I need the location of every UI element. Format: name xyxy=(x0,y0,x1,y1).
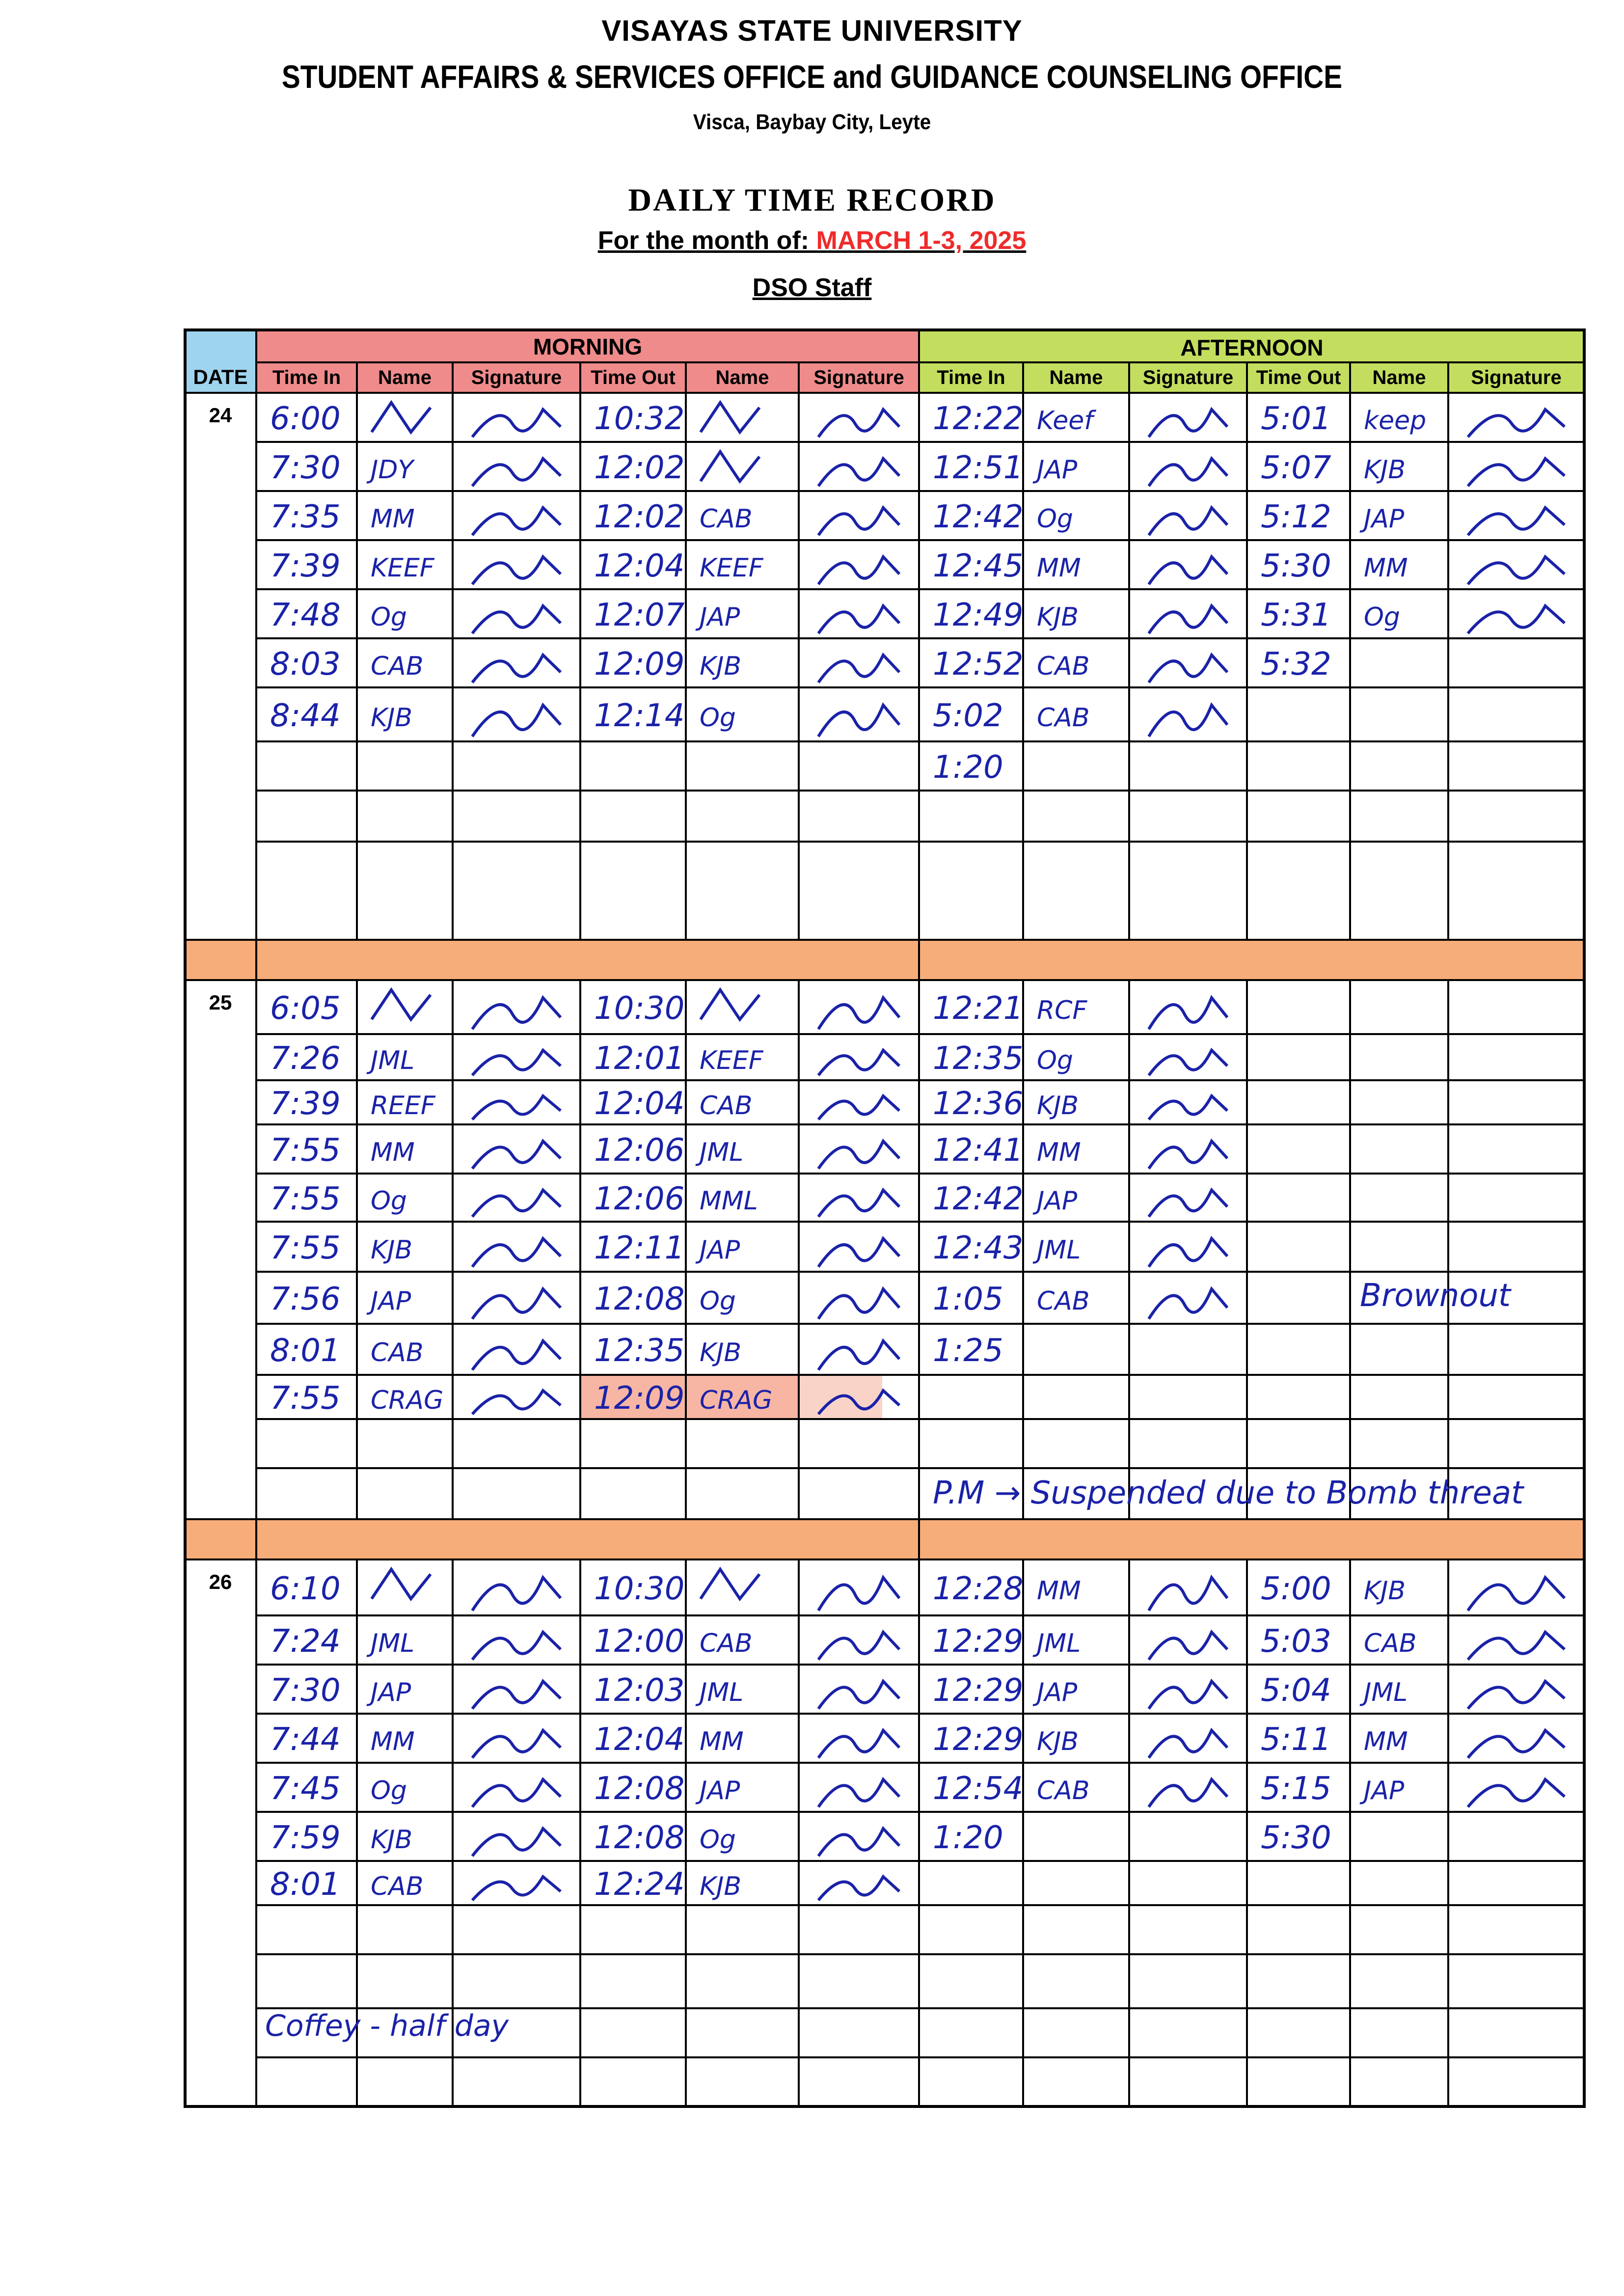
initials-scribble xyxy=(701,403,759,432)
name-cell: KJB xyxy=(371,703,413,733)
name-cell: JAP xyxy=(371,1286,411,1316)
signature-scribble xyxy=(472,998,561,1029)
signature-scribble xyxy=(472,1289,561,1319)
time-cell: 6:10 xyxy=(270,1571,341,1607)
name-cell: JAP xyxy=(700,1776,740,1805)
name-cell: Keef xyxy=(1037,406,1093,436)
signature-scribble xyxy=(1468,1578,1565,1611)
signature-scribble xyxy=(1149,557,1227,584)
signature-scribble xyxy=(1149,1238,1227,1267)
signature-scribble xyxy=(818,1190,899,1217)
time-cell: 12:42 xyxy=(933,1181,1024,1217)
time-cell: 12:43 xyxy=(933,1230,1024,1266)
time-cell: 7:39 xyxy=(270,1086,341,1122)
signature-scribble xyxy=(1149,606,1227,633)
time-cell: 6:05 xyxy=(270,990,341,1027)
signature-scribble xyxy=(472,1632,561,1660)
name-cell: JML xyxy=(1037,1235,1081,1265)
date-cell: 26 xyxy=(209,1570,232,1593)
signature-scribble xyxy=(1149,1578,1227,1611)
time-cell: 7:24 xyxy=(270,1623,341,1660)
time-cell: 12:35 xyxy=(933,1040,1024,1077)
handwritten-note: Coffey - half day xyxy=(265,2009,509,2043)
name-cell: KJB xyxy=(1037,1727,1079,1756)
time-cell: 12:29 xyxy=(933,1623,1024,1660)
signature-scribble xyxy=(1149,459,1227,486)
time-cell: 7:56 xyxy=(270,1281,341,1317)
section-separator xyxy=(185,1519,1584,1559)
signature-scribble xyxy=(472,1877,561,1900)
signature-scribble xyxy=(1468,1730,1565,1758)
signature-scribble xyxy=(1149,1190,1227,1217)
name-cell: Og xyxy=(371,1186,407,1216)
time-cell: 5:12 xyxy=(1261,499,1331,535)
time-cell: 12:54 xyxy=(933,1771,1024,1807)
column-header: Time In xyxy=(937,367,1005,388)
signature-scribble xyxy=(1149,1779,1227,1807)
name-cell: JML xyxy=(371,1629,415,1658)
signature-scribble xyxy=(1468,410,1565,437)
signature-scribble xyxy=(472,1190,561,1217)
name-cell: JML xyxy=(1364,1678,1408,1707)
signature-scribble xyxy=(818,1632,899,1660)
name-cell: KEEF xyxy=(371,553,434,583)
name-cell: JAP xyxy=(371,1678,411,1707)
time-cell: 12:01 xyxy=(594,1040,685,1077)
time-cell: 10:32 xyxy=(594,401,685,437)
name-cell: CAB xyxy=(1037,1776,1090,1805)
signature-scribble xyxy=(1468,606,1565,633)
signature-scribble xyxy=(818,508,899,535)
morning-group-header: MORNING xyxy=(533,334,643,359)
time-cell: 12:09 xyxy=(594,1380,685,1417)
column-header: Name xyxy=(378,367,432,388)
signature-scribble xyxy=(818,1096,899,1120)
name-cell: JAP xyxy=(700,1235,740,1265)
date-cell: 25 xyxy=(209,991,232,1014)
name-cell: JAP xyxy=(1037,1678,1078,1707)
name-cell: MM xyxy=(371,1138,415,1167)
date-cell: 24 xyxy=(209,404,232,427)
name-cell: Og xyxy=(1364,602,1400,632)
time-cell: 5:00 xyxy=(1261,1571,1331,1607)
time-cell: 12:29 xyxy=(933,1672,1024,1709)
time-cell: 5:30 xyxy=(1261,1820,1331,1856)
name-cell: JAP xyxy=(1364,504,1405,534)
name-cell: MM xyxy=(1037,1576,1081,1606)
signature-scribble xyxy=(1149,1730,1227,1758)
time-cell: 7:44 xyxy=(270,1722,341,1758)
time-cell: 7:35 xyxy=(270,499,341,535)
signature-scribble xyxy=(472,1141,561,1169)
time-cell: 12:35 xyxy=(594,1333,685,1369)
signature-scribble xyxy=(472,557,561,584)
time-cell: 12:51 xyxy=(933,450,1024,486)
name-cell: JAP xyxy=(1037,1186,1078,1216)
initials-scribble xyxy=(372,1569,431,1599)
signature-scribble xyxy=(472,1578,561,1611)
signature-scribble xyxy=(1149,1141,1227,1169)
time-cell: 12:22 xyxy=(933,401,1024,437)
time-cell: 12:06 xyxy=(594,1181,685,1217)
name-cell: JAP xyxy=(1037,455,1078,485)
time-cell: 5:31 xyxy=(1261,597,1331,633)
signature-scribble xyxy=(1149,1096,1227,1120)
signature-scribble xyxy=(1468,557,1565,584)
time-cell: 12:08 xyxy=(594,1820,685,1856)
signature-scribble xyxy=(818,1829,899,1856)
time-cell: 12:09 xyxy=(594,646,685,683)
time-cell: 12:45 xyxy=(933,548,1024,584)
name-cell: KJB xyxy=(1037,1091,1079,1121)
time-cell: 12:36 xyxy=(933,1086,1024,1122)
time-cell: 7:59 xyxy=(270,1820,341,1856)
time-cell: 12:41 xyxy=(933,1132,1024,1169)
name-cell: MML xyxy=(700,1186,758,1216)
name-cell: KEEF xyxy=(700,553,763,583)
name-cell: KJB xyxy=(700,1872,742,1901)
time-cell: 8:01 xyxy=(270,1866,341,1903)
signature-scribble xyxy=(818,1578,899,1611)
column-header: Time Out xyxy=(1256,367,1341,388)
name-cell: CAB xyxy=(1037,1286,1090,1316)
signature-scribble xyxy=(1468,1681,1565,1709)
initials-scribble xyxy=(701,452,759,481)
name-cell: KEEF xyxy=(700,1046,763,1075)
time-cell: 10:30 xyxy=(594,1571,685,1607)
office-address: Visca, Baybay City, Leyte xyxy=(693,110,931,134)
time-cell: 12:04 xyxy=(594,1086,685,1122)
signature-scribble xyxy=(472,1050,561,1075)
time-cell: 12:21 xyxy=(933,990,1024,1027)
signature-scribble xyxy=(472,1391,561,1414)
time-cell: 5:04 xyxy=(1261,1672,1331,1709)
signature-scribble xyxy=(818,557,899,584)
time-cell: 12:24 xyxy=(594,1866,685,1903)
time-cell: 12:02 xyxy=(594,499,685,535)
time-cell: 12:02 xyxy=(594,450,685,486)
name-cell: REEF xyxy=(371,1091,435,1121)
column-header: Signature xyxy=(1142,367,1234,388)
time-cell: 12:42 xyxy=(933,499,1024,535)
signature-scribble xyxy=(472,1238,561,1267)
name-cell: MM xyxy=(371,1727,415,1756)
name-cell: Og xyxy=(371,602,407,632)
time-cell: 12:49 xyxy=(933,597,1024,633)
column-header: Name xyxy=(1372,367,1426,388)
handwritten-note: Brownout xyxy=(1360,1278,1511,1314)
signature-scribble xyxy=(818,410,899,437)
name-cell: keep xyxy=(1364,406,1427,436)
signature-scribble xyxy=(818,1050,899,1075)
section-separator xyxy=(185,940,1584,980)
signature-scribble xyxy=(1149,410,1227,437)
time-cell: 12:28 xyxy=(933,1571,1024,1607)
time-cell: 8:03 xyxy=(270,646,341,683)
signature-scribble xyxy=(472,1779,561,1807)
name-cell: MM xyxy=(1037,553,1081,583)
signature-scribble xyxy=(818,1289,899,1319)
signature-scribble xyxy=(472,705,561,737)
time-cell: 12:00 xyxy=(594,1623,685,1660)
signature-scribble xyxy=(818,998,899,1029)
signature-scribble xyxy=(472,1681,561,1709)
initials-scribble xyxy=(701,990,759,1019)
time-cell: 7:26 xyxy=(270,1040,341,1077)
office-name: STUDENT AFFAIRS & SERVICES OFFICE and GUIDANCE COUNSELING OFFICE xyxy=(281,58,1343,95)
signature-scribble xyxy=(472,1829,561,1856)
signature-scribble xyxy=(818,1141,899,1169)
signature-scribble xyxy=(1468,508,1565,535)
name-cell: CAB xyxy=(371,1872,424,1901)
handwritten-note: P.M → Suspended due to Bomb threat xyxy=(933,1475,1524,1511)
name-cell: MM xyxy=(1364,1727,1408,1756)
name-cell: JML xyxy=(1037,1629,1081,1658)
signature-scribble xyxy=(1468,1632,1565,1660)
time-cell: 1:20 xyxy=(933,749,1003,786)
signature-scribble xyxy=(472,508,561,535)
name-cell: KJB xyxy=(1364,1576,1406,1606)
time-cell: 12:08 xyxy=(594,1281,685,1317)
name-cell: CAB xyxy=(371,1338,424,1367)
signature-scribble xyxy=(1468,459,1565,486)
initials-scribble xyxy=(372,990,431,1019)
signature-scribble xyxy=(818,705,899,737)
time-cell: 1:20 xyxy=(933,1820,1003,1856)
column-header: Time Out xyxy=(591,367,676,388)
name-cell: CAB xyxy=(1037,652,1090,681)
signature-scribble xyxy=(818,655,899,683)
time-cell: 12:04 xyxy=(594,548,685,584)
time-cell: 7:55 xyxy=(270,1230,341,1266)
name-cell: KJB xyxy=(700,652,742,681)
time-cell: 12:11 xyxy=(594,1230,685,1266)
signature-scribble xyxy=(1149,508,1227,535)
time-cell: 1:25 xyxy=(933,1333,1003,1369)
time-cell: 7:48 xyxy=(270,597,341,633)
name-cell: CAB xyxy=(700,1091,753,1121)
signature-scribble xyxy=(1149,1632,1227,1660)
name-cell: Og xyxy=(1037,1046,1073,1075)
name-cell: JAP xyxy=(700,602,740,632)
name-cell: MM xyxy=(1364,553,1408,583)
time-cell: 7:30 xyxy=(270,450,341,486)
signature-scribble xyxy=(1149,705,1227,737)
name-cell: MM xyxy=(371,504,415,534)
name-cell: CAB xyxy=(1364,1629,1417,1658)
name-cell: CAB xyxy=(700,1629,753,1658)
time-cell: 5:02 xyxy=(933,698,1003,734)
signature-scribble xyxy=(472,1096,561,1120)
staff-label: DSO Staff xyxy=(752,273,872,302)
signature-scribble xyxy=(1149,655,1227,683)
signature-scribble xyxy=(818,1341,899,1370)
time-cell: 12:14 xyxy=(594,698,685,734)
signature-scribble xyxy=(472,1730,561,1758)
name-cell: Og xyxy=(700,703,736,733)
name-cell: MM xyxy=(1037,1138,1081,1167)
time-cell: 7:55 xyxy=(270,1380,341,1417)
time-cell: 10:30 xyxy=(594,990,685,1027)
time-cell: 1:05 xyxy=(933,1281,1003,1317)
time-cell: 7:55 xyxy=(270,1181,341,1217)
signature-scribble xyxy=(1149,1681,1227,1709)
time-cell: 7:39 xyxy=(270,548,341,584)
name-cell: JDY xyxy=(371,455,414,485)
signature-scribble xyxy=(472,1341,561,1370)
time-cell: 5:32 xyxy=(1261,646,1331,683)
name-cell: CAB xyxy=(371,652,424,681)
time-cell: 6:00 xyxy=(270,401,341,437)
time-cell: 5:01 xyxy=(1261,401,1331,437)
name-cell: JAP xyxy=(1364,1776,1405,1805)
column-header: Signature xyxy=(1471,367,1562,388)
time-cell: 12:06 xyxy=(594,1132,685,1169)
name-cell: JML xyxy=(700,1678,744,1707)
name-cell: CRAG xyxy=(371,1386,444,1415)
signature-scribble xyxy=(1149,1050,1227,1075)
signature-scribble xyxy=(472,459,561,486)
signature-scribble xyxy=(818,606,899,633)
date-column-header: DATE xyxy=(193,365,248,388)
signature-scribble xyxy=(472,410,561,437)
afternoon-group-header: AFTERNOON xyxy=(1180,335,1324,360)
time-cell: 7:55 xyxy=(270,1132,341,1169)
time-cell: 5:03 xyxy=(1261,1623,1331,1660)
name-cell: KJB xyxy=(700,1338,742,1367)
column-header: Name xyxy=(1049,367,1103,388)
signature-scribble xyxy=(818,1681,899,1709)
signature-scribble xyxy=(1468,1779,1565,1807)
name-cell: RCF xyxy=(1037,996,1087,1025)
signature-scribble xyxy=(472,606,561,633)
name-cell: KJB xyxy=(371,1825,413,1855)
name-cell: Og xyxy=(1037,504,1073,534)
name-cell: CRAG xyxy=(700,1386,773,1415)
signature-scribble xyxy=(818,1779,899,1807)
time-cell: 7:45 xyxy=(270,1771,341,1807)
form-title: DAILY TIME RECORD xyxy=(628,182,996,218)
name-cell: KJB xyxy=(1037,602,1079,632)
name-cell: KJB xyxy=(371,1235,413,1265)
signature-scribble xyxy=(1149,1289,1227,1319)
name-cell: JML xyxy=(700,1138,744,1167)
signature-scribble xyxy=(818,459,899,486)
time-cell: 12:08 xyxy=(594,1771,685,1807)
name-cell: Og xyxy=(700,1825,736,1855)
time-cell: 7:30 xyxy=(270,1672,341,1709)
signature-scribble xyxy=(1149,998,1227,1029)
month-label: For the month of: xyxy=(597,226,810,255)
name-cell: CAB xyxy=(700,504,753,534)
name-cell: JML xyxy=(371,1046,415,1075)
time-cell: 12:07 xyxy=(594,597,685,633)
name-cell: MM xyxy=(700,1727,744,1756)
signature-scribble xyxy=(818,1877,899,1900)
column-header: Signature xyxy=(471,367,562,388)
time-cell: 12:29 xyxy=(933,1722,1024,1758)
time-cell: 8:01 xyxy=(270,1333,341,1369)
month-value: MARCH 1-3, 2025 xyxy=(816,226,1027,255)
time-cell: 12:04 xyxy=(594,1722,685,1758)
name-cell: Og xyxy=(700,1286,736,1316)
time-cell: 5:11 xyxy=(1261,1722,1331,1758)
name-cell: Og xyxy=(371,1776,407,1805)
time-cell: 5:07 xyxy=(1261,450,1331,486)
column-header: Time In xyxy=(272,367,341,388)
time-cell: 8:44 xyxy=(270,698,341,734)
column-header: Signature xyxy=(813,367,904,388)
initials-scribble xyxy=(372,403,431,432)
university-name: VISAYAS STATE UNIVERSITY xyxy=(601,14,1023,47)
time-cell: 5:15 xyxy=(1261,1771,1331,1807)
initials-scribble xyxy=(701,1569,759,1599)
signature-scribble xyxy=(472,655,561,683)
time-cell: 5:30 xyxy=(1261,548,1331,584)
time-cell: 12:52 xyxy=(933,646,1024,683)
name-cell: CAB xyxy=(1037,703,1090,733)
column-header: Name xyxy=(715,367,769,388)
signature-scribble xyxy=(818,1238,899,1267)
name-cell: KJB xyxy=(1364,455,1406,485)
time-cell: 12:03 xyxy=(594,1672,685,1709)
signature-scribble xyxy=(818,1730,899,1758)
